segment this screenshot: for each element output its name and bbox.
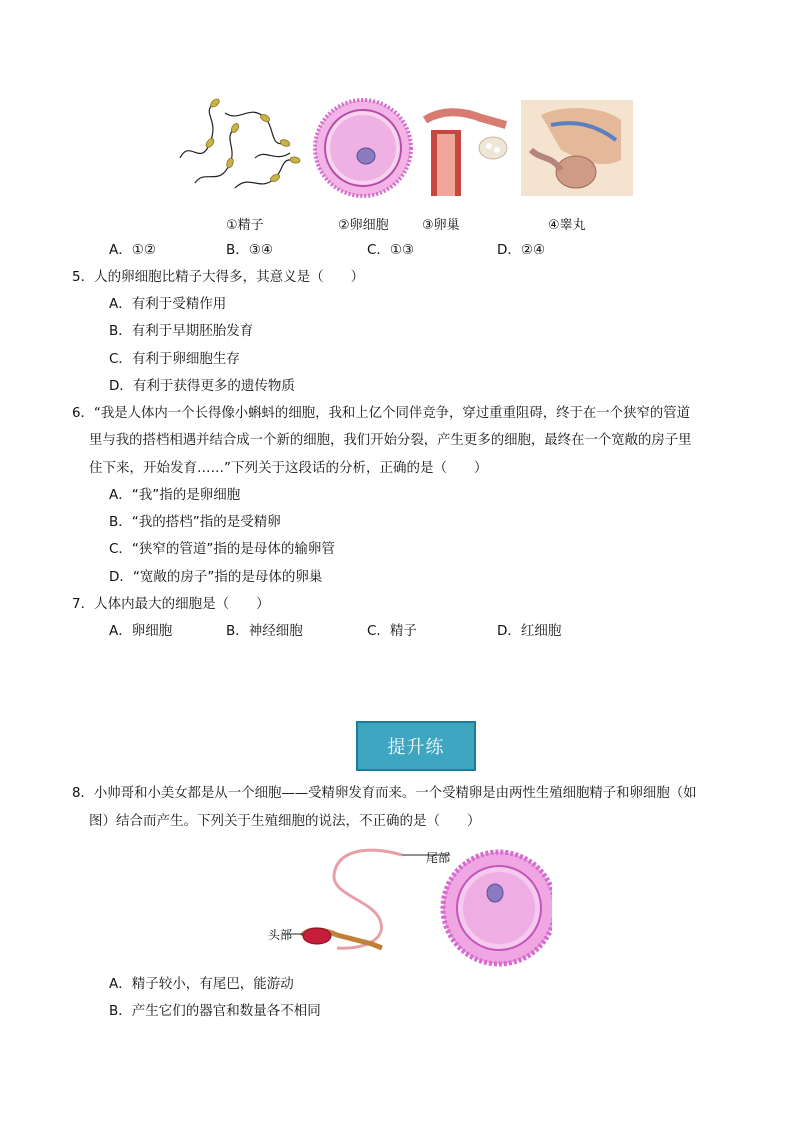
q6-option-b[interactable]: B．“我的搭档”指的是受精卵 — [109, 514, 281, 530]
ovary-image — [421, 100, 513, 196]
q6-stem-line-1: 6．“我是人体内一个长得像小蝌蚪的细胞，我和上亿个同伴竞争，穿过重重阻碍，终于在一个狭窄的管道 — [72, 406, 691, 421]
q7-option-b[interactable]: B．神经细胞 — [226, 623, 303, 639]
q6-stem-line-3: 住下来，开始发育……”下列关于这段话的分析，正确的是（ ） — [89, 460, 488, 476]
q4-option-a[interactable]: A．①② — [109, 242, 156, 258]
q8-stem-line-1: 8．小帅哥和小美女都是从一个细胞——受精卵发育而来。一个受精卵是由两性生殖细胞精子和卵细胞（如 — [72, 786, 697, 801]
q5-option-a[interactable]: A．有利于受精作用 — [109, 296, 227, 312]
q8-option-a[interactable]: A．精子较小，有尾巴，能游动 — [109, 976, 294, 992]
q7-option-d[interactable]: D．红细胞 — [497, 623, 562, 639]
sperm-image — [175, 98, 303, 198]
egg-cell-image — [313, 98, 413, 198]
q5-stem: 5．人的卵细胞比精子大得多，其意义是（ ） — [72, 269, 365, 285]
q4-option-b[interactable]: B．③④ — [226, 242, 273, 258]
testis-image — [521, 100, 633, 196]
q6-option-c[interactable]: C．“狭窄的管道”指的是母体的输卵管 — [109, 541, 335, 557]
figure-caption-testis: ④睾丸 — [548, 218, 586, 233]
q6-option-a[interactable]: A．“我”指的是卵细胞 — [109, 487, 241, 503]
figure-caption-sperm: ①精子 — [226, 218, 264, 233]
head-label: 头部 — [268, 928, 293, 942]
q4-option-c[interactable]: C．①③ — [367, 242, 415, 258]
q7-option-c[interactable]: C．精子 — [367, 623, 417, 639]
q8-stem-line-2: 图）结合而产生。下列关于生殖细胞的说法，不正确的是（ ） — [89, 813, 481, 829]
q8-option-b[interactable]: B．产生它们的器官和数量各不相同 — [109, 1003, 321, 1019]
q5-option-b[interactable]: B．有利于早期胚胎发育 — [109, 323, 254, 339]
q6-option-d[interactable]: D．“宽敞的房子”指的是母体的卵巢 — [109, 569, 323, 585]
tail-label: 尾部 — [426, 851, 451, 865]
q5-option-c[interactable]: C．有利于卵细胞生存 — [109, 351, 240, 367]
figure-caption-egg: ②卵细胞 — [338, 218, 389, 233]
q7-option-a[interactable]: A．卵细胞 — [109, 623, 173, 639]
section-banner: 提升练 — [356, 721, 476, 771]
q6-stem-line-2: 里与我的搭档相遇并结合成一个新的细胞，我们开始分裂，产生更多的细胞，最终在一个宽敞的房子里 — [89, 433, 692, 448]
sperm-and-egg-figure — [262, 840, 552, 970]
q7-stem: 7．人体内最大的细胞是（ ） — [72, 596, 270, 612]
figure-caption-ovary: ③卵巢 — [422, 218, 460, 233]
q5-option-d[interactable]: D．有利于获得更多的遗传物质 — [109, 378, 295, 394]
q4-option-d[interactable]: D．②④ — [497, 242, 546, 258]
